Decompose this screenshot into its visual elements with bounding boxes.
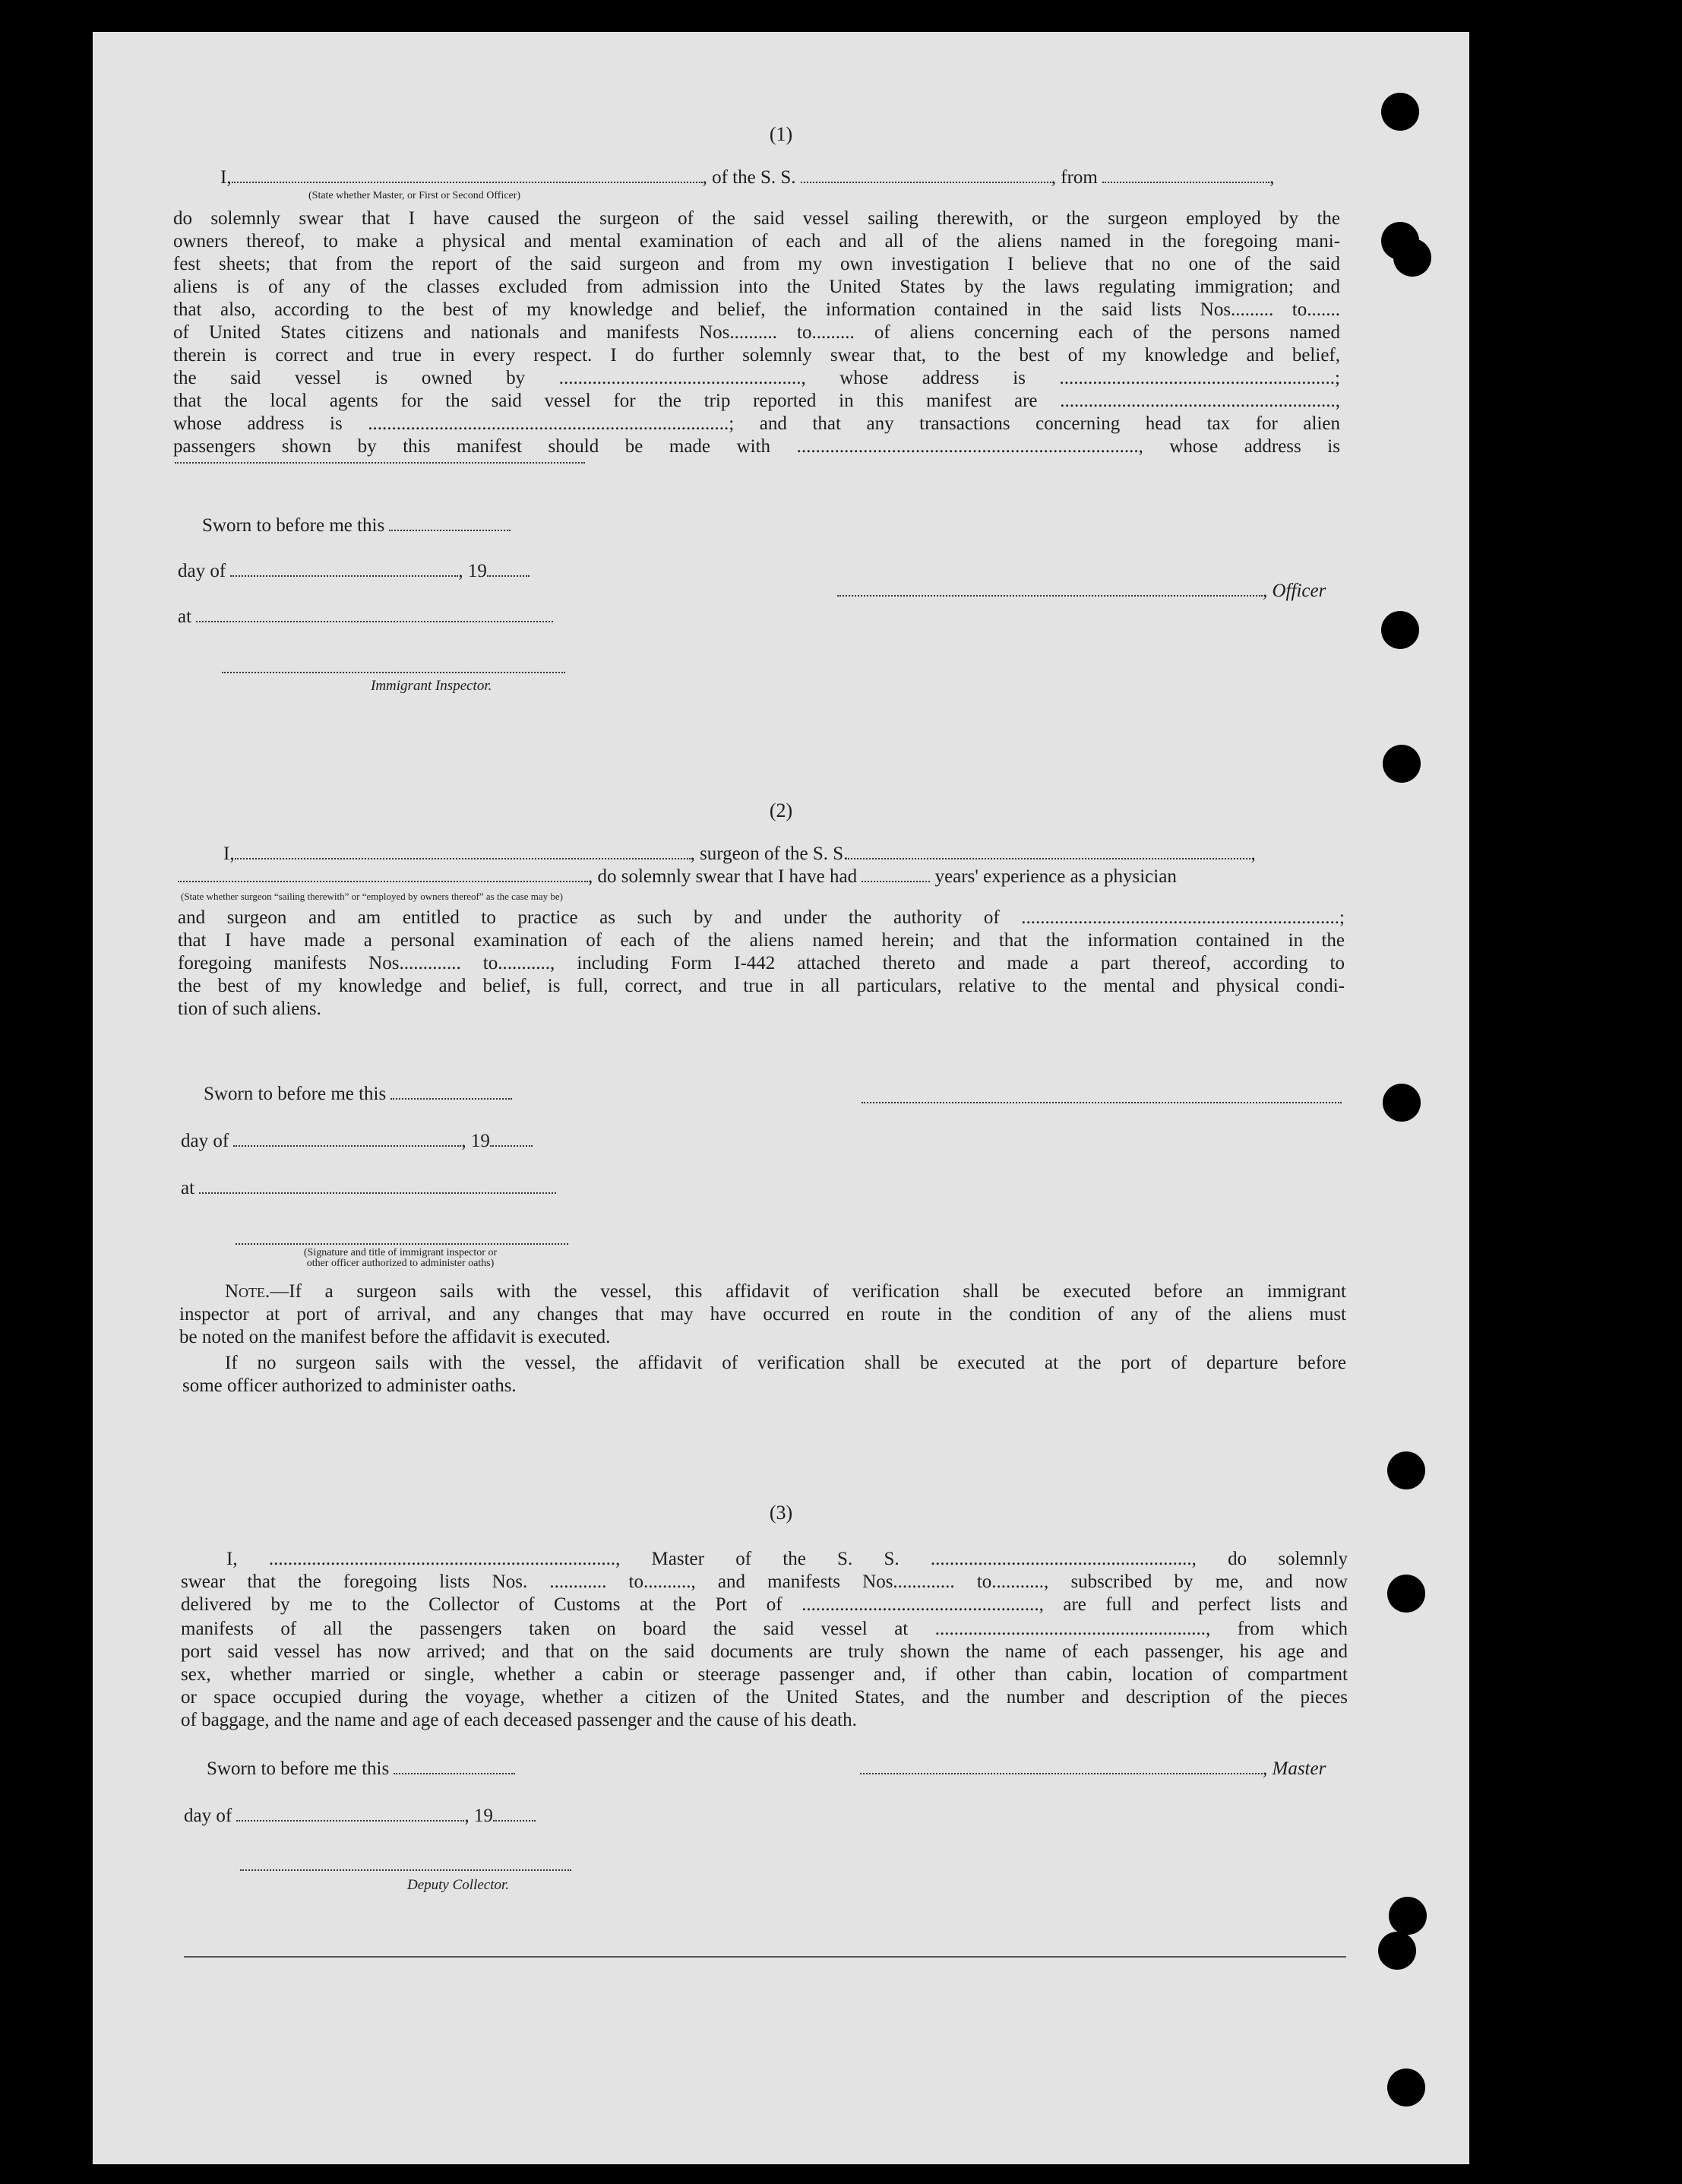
section-2-at: at <box>181 1178 556 1199</box>
section-2-body-line: that I have made a personal examination of each of the aliens named herein; and that the information contained in the <box>178 930 1345 951</box>
section-2-note-line: be noted on the manifest before the affidavit is executed. <box>179 1327 611 1347</box>
section-2-body-line: the best of my knowledge and belief, is full, correct, and true in all particulars, relative to the mental and physical condi- <box>178 976 1345 996</box>
section-3-number: (3) <box>769 1502 793 1524</box>
section-1-inspector-caption: Immigrant Inspector. <box>371 678 492 694</box>
section-2-body-line: and surgeon and am entitled to practice as such by and under the authority of ...................................................................; <box>178 907 1345 928</box>
section-2-note-line: some officer authorized to administer oaths. <box>182 1375 517 1396</box>
section-2-body-line: tion of such aliens. <box>178 999 321 1019</box>
punch-hole-icon <box>1387 1451 1425 1489</box>
section-1-body-line: owners thereof, to make a physical and mental examination of each and all of the aliens named in the foregoing mani- <box>173 231 1340 252</box>
section-3-body-line: sex, whether married or single, whether a cabin or steerage passenger and, if other than cabin, location of compartment <box>181 1664 1348 1685</box>
section-3-collector-line <box>240 1869 571 1871</box>
punch-hole-icon <box>1378 1932 1416 1970</box>
section-1-body-line: aliens is of any of the classes excluded from admission into the United States by the laws regulating immigration; and <box>173 277 1340 297</box>
section-2-surgeon-signature <box>862 1102 1342 1103</box>
document-page <box>93 32 1469 2164</box>
section-1-body-line: that also, according to the best of my knowledge and belief, the information contained in the said lists Nos......... to....... <box>173 299 1340 320</box>
section-1-body-line: therein is correct and true in every respect. I do further solemnly swear that, to the best of my knowledge and belief, <box>173 345 1340 366</box>
section-2-sworn: Sworn to before me this <box>204 1084 512 1105</box>
section-1-body-line: whose address is ............................................................................; and that any transactions concerning head tax for alien <box>173 413 1340 434</box>
punch-hole-icon <box>1389 1897 1427 1935</box>
section-1-officer-signature: , Officer <box>837 581 1326 602</box>
section-2-inspector-line <box>236 1243 568 1245</box>
section-3-body-line: manifests of all the passengers taken on board the said vessel at ........................................................., from which <box>181 1619 1348 1639</box>
punch-hole-icon <box>1383 1084 1421 1122</box>
section-1-day-of: day of , 19 <box>178 561 530 582</box>
section-2-note-line: inspector at port of arrival, and any changes that may have occurred en route in the condition of any of the aliens must <box>179 1304 1346 1325</box>
section-1-number: (1) <box>769 123 793 145</box>
section-2-surgeon-note: (State whether surgeon “sailing therewith” or “employed by owners thereof” as the case may be) <box>181 891 563 902</box>
section-2-note-line: If no surgeon sails with the vessel, the affidavit of verification shall be executed at the port of departure before <box>225 1353 1346 1373</box>
punch-hole-icon <box>1393 239 1431 277</box>
section-3-day-of: day of , 19 <box>184 1806 536 1827</box>
section-1-body-line: of United States citizens and nationals and manifests Nos.......... to......... of aliens concerning each of the persons named <box>173 322 1340 343</box>
section-3-collector-caption: Deputy Collector. <box>407 1877 510 1893</box>
section-1-address-field <box>175 462 585 464</box>
punch-hole-icon <box>1383 745 1421 783</box>
section-3-master-signature: , Master <box>860 1758 1326 1780</box>
section-2-line-1: I, , surgeon of the S. S. , <box>223 844 1256 864</box>
section-1-body-line: the said vessel is owned by ..................................................., whose address is ..........................................................; <box>173 368 1340 388</box>
section-1-line-1: I, , of the S. S. , from , <box>220 167 1275 188</box>
punch-hole-icon <box>1387 2068 1425 2106</box>
section-1-sworn: Sworn to before me this <box>202 515 511 537</box>
section-2-line-2: , do solemnly swear that I have had years' experience as a physician <box>178 866 1177 888</box>
section-1-at: at <box>178 606 553 628</box>
bottom-divider <box>184 1956 1346 1958</box>
section-3-sworn: Sworn to before me this <box>207 1758 515 1780</box>
section-2-body-line: foregoing manifests Nos............. to..........., including Form I-442 attached thereto and made a part thereof, according to <box>178 953 1345 973</box>
section-3-body-line: delivered by me to the Collector of Customs at the Port of .................................................., are full and perfect lists and <box>181 1594 1348 1615</box>
section-2-signature-note: (Signature and title of immigrant inspector or other officer authorized to administer oaths) <box>303 1247 498 1269</box>
section-3-body-line: or space occupied during the voyage, whether a citizen of the United States, and the number and description of the pieces <box>181 1687 1348 1708</box>
section-2-note-line: Note.—If a surgeon sails with the vessel, this affidavit of verification shall be executed before an immigrant <box>225 1281 1346 1302</box>
section-1-body-line: passengers shown by this manifest should be made with ........................................................................, whose address is <box>173 436 1340 457</box>
section-1-officer-note: (State whether Master, or First or Second Officer) <box>308 190 521 201</box>
section-3-body-line: I, ........................................................................., Master of the S. S. ......................................................., do solemnly <box>226 1549 1348 1569</box>
section-1-body-line: do solemnly swear that I have caused the surgeon of the said vessel sailing therewith, or the surgeon employed by the <box>173 208 1340 229</box>
section-2-day-of: day of , 19 <box>181 1131 533 1152</box>
section-1-body-line: that the local agents for the said vessel for the trip reported in this manifest are .........................................................., <box>173 391 1340 411</box>
section-3-body-line: port said vessel has now arrived; and that on the said documents are truly shown the name of each passenger, his age and <box>181 1641 1348 1662</box>
section-2-number: (2) <box>769 799 793 821</box>
section-3-body-line: swear that the foregoing lists Nos. ............ to.........., and manifests Nos............. to..........., subscribed by me, and now <box>181 1572 1348 1592</box>
section-1-body-line: fest sheets; that from the report of the said surgeon and from my own investigation I believe that no one of the said <box>173 254 1340 274</box>
punch-hole-icon <box>1381 611 1419 649</box>
punch-hole-icon <box>1387 1575 1425 1613</box>
section-3-body-line: of baggage, and the name and age of each deceased passenger and the cause of his death. <box>181 1710 857 1730</box>
section-1-inspector-line <box>222 672 565 673</box>
